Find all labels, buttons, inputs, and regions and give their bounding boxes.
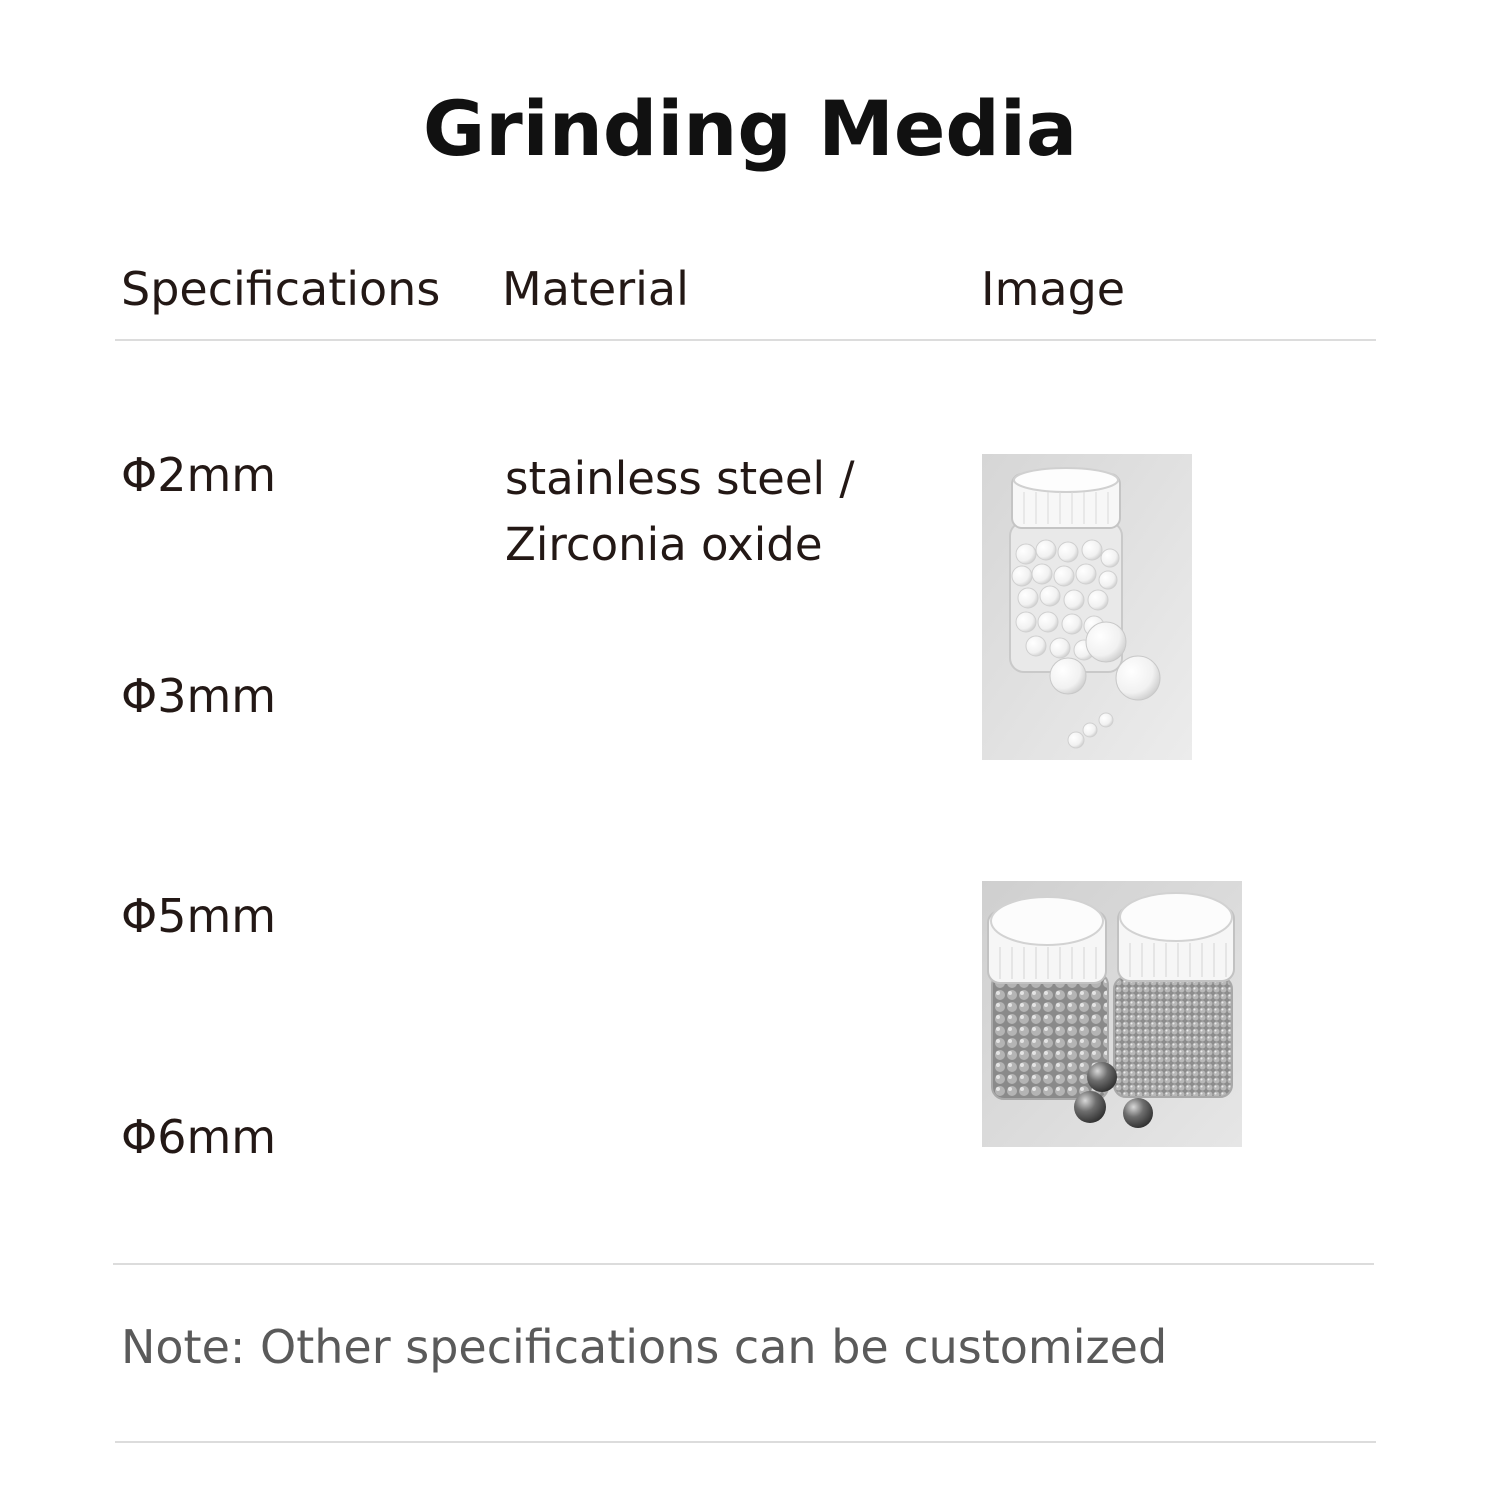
spec-6mm: Φ6mm xyxy=(121,1110,277,1164)
spec-3mm: Φ3mm xyxy=(121,669,277,723)
header-image: Image xyxy=(981,262,1126,316)
footer-divider xyxy=(115,1441,1376,1443)
steel-balls-icon xyxy=(982,881,1242,1147)
material-line-1: stainless steel / xyxy=(505,452,855,505)
material-line-2: Zirconia oxide xyxy=(505,518,823,571)
page-title: Grinding Media xyxy=(422,84,1078,173)
table-bottom-divider xyxy=(113,1263,1374,1265)
header-material: Material xyxy=(502,262,689,316)
steel-balls-photo xyxy=(982,881,1242,1147)
spec-5mm: Φ5mm xyxy=(121,889,277,943)
header-divider xyxy=(115,339,1376,341)
note-text: Note: Other specifications can be customized xyxy=(121,1320,1168,1374)
zirconia-balls-photo xyxy=(982,454,1192,760)
zirconia-balls-icon xyxy=(982,454,1192,760)
material-cell xyxy=(505,446,855,578)
spec-2mm: Φ2mm xyxy=(121,448,277,502)
header-specifications: Specifications xyxy=(121,262,441,316)
